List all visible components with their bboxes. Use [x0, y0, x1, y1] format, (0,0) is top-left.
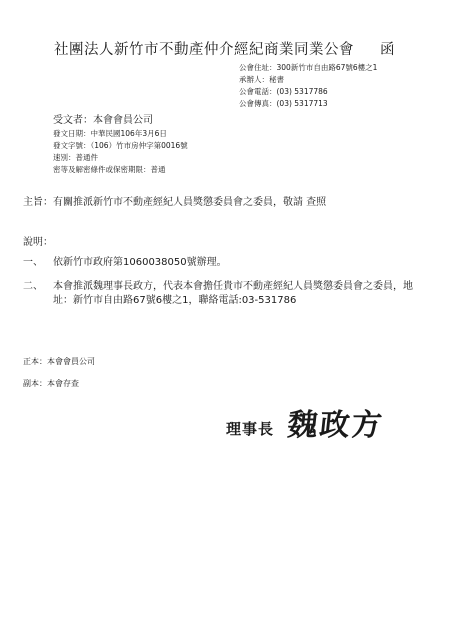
- cc-copy: 副本：本會存查: [23, 379, 79, 388]
- signature-name: 魏政方: [285, 408, 386, 443]
- send-number: 發文字號：（106）竹市房仲字第0016號: [53, 141, 188, 150]
- explanation-label: 說明：: [23, 237, 53, 248]
- contact-fax: 公會傳真：(03) 5317713: [239, 99, 328, 108]
- security-level: 密等及解密條件或保密期限：普通: [53, 165, 166, 174]
- contact-handler: 承辦人：秘書: [239, 75, 284, 84]
- speed: 速別：普通件: [53, 153, 98, 162]
- contact-phone: 公會電話：(03) 5317786: [239, 87, 328, 96]
- subject-text: 有關推派新竹市不動產經紀人員獎懲委員會之委員，敬請 查照: [53, 197, 327, 208]
- item-2-text: 本會推派魏理事長政方，代表本會擔任貴市不動產經紀人員獎懲委員會之委員，地址：新竹市自由路67號6樓之1，聯絡電話:03-531786: [53, 281, 413, 306]
- recipient: 受文者：本會會員公司: [53, 115, 153, 126]
- item-1-text: 依新竹市政府第1060038050號辦理。: [53, 257, 227, 268]
- contact-address: 公會住址：300新竹市自由路67號6樓之1: [239, 63, 378, 72]
- item-1-number: 一、: [23, 257, 43, 268]
- item-2-number: 二、: [23, 281, 43, 292]
- send-date: 發文日期：中華民國106年3月6日: [53, 129, 167, 138]
- subject-label: 主旨：: [23, 197, 53, 208]
- doc-type: 函: [380, 42, 395, 58]
- signature-title: 理事長: [226, 420, 275, 438]
- org-title: 社團法人新竹市不動產仲介經紀商業同業公會: [54, 42, 354, 58]
- cc-main: 正本：本會會員公司: [23, 357, 95, 366]
